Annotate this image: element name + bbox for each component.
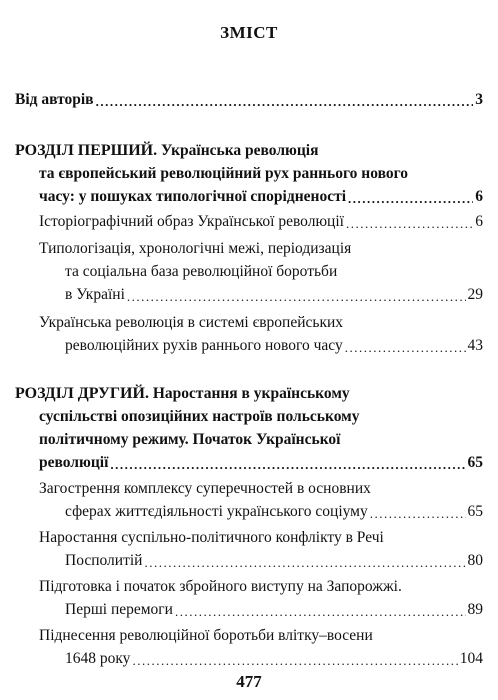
toc-entry-title: Типологізація, хронологічні межі, періодизація [39, 240, 352, 257]
part-label: РОЗДІЛ ПЕРШИЙ. [15, 142, 158, 159]
toc-entry-p2s2[interactable] [65, 551, 483, 571]
part-title-line: політичному режиму. Початок Української [39, 431, 341, 448]
toc-entry-page: 6 [475, 188, 483, 205]
toc-entry-title: Перші перемоги [65, 601, 173, 618]
toc-entry-p2s1[interactable] [65, 502, 483, 522]
toc-entry-page: 6 [475, 213, 483, 230]
toc-entry-p1s3[interactable] [65, 336, 483, 356]
toc-entry-title: Посполитій [65, 552, 143, 569]
toc-entry-title: революційних рухів раннього нового часу [65, 337, 343, 354]
page-title: ЗМІСТ [220, 23, 278, 42]
toc-entry-p2s4[interactable] [65, 649, 483, 669]
dot-leader [132, 653, 457, 669]
dot-leader [110, 457, 465, 473]
part-title-line: Українська революція [160, 142, 319, 159]
toc-entry-title: Підготовка і початок збройного виступу на Запорожжі. [39, 578, 402, 595]
toc-entry-title: Наростання суспільно-політичного конфлікту в Речі [39, 529, 384, 546]
toc-entry-page: 104 [459, 650, 483, 667]
toc-entry-part-2[interactable] [39, 453, 483, 473]
part-title-line: часу: у пошуках типологічної спорідненості [39, 188, 346, 205]
dot-leader [370, 506, 466, 522]
dot-leader [348, 191, 473, 207]
toc-entry-title: та соціальна база революційної боротьби [65, 263, 338, 280]
toc-entry-p1s2[interactable] [65, 285, 483, 305]
toc-part-2-heading[interactable] [15, 384, 350, 404]
toc-entry-title: Українська революція в системі європейських [39, 314, 344, 331]
part-title-line: Наростання в українському [152, 385, 350, 402]
toc-entry-title: Піднесення революційної боротьби влітку–восени [39, 627, 373, 644]
toc-entry-page: 43 [467, 337, 483, 354]
toc-entry-page: 89 [467, 601, 483, 618]
toc-entry-p2s3[interactable] [65, 600, 483, 620]
toc-entry-authors[interactable] [15, 90, 483, 110]
dot-leader [346, 216, 473, 232]
part-title-line: та європейський революційний рух раннього нового [39, 165, 408, 182]
toc-entry-title: в Україні [65, 286, 125, 303]
toc-part-1-heading[interactable] [15, 141, 319, 161]
toc-entry-title: сферах життєдіяльності українського соціуму [65, 503, 368, 520]
part-title-line: революції [39, 454, 109, 471]
toc-entry-title: Від авторів [15, 91, 94, 108]
part-label: РОЗДІЛ ДРУГИЙ. [15, 385, 149, 402]
page-number: 477 [236, 672, 262, 691]
toc-entry-page: 80 [467, 552, 483, 569]
dot-leader [144, 555, 465, 571]
toc-entry-page: 29 [467, 286, 483, 303]
toc-entry-title: Загострення комплексу суперечностей в основних [39, 480, 371, 497]
toc-entry-page: 3 [475, 91, 483, 108]
part-title-line: суспільстві опозиційних настроїв польському [39, 408, 360, 425]
dot-leader [127, 289, 466, 305]
toc-entry-p1s1[interactable] [39, 212, 483, 232]
toc-entry-page: 65 [467, 503, 483, 520]
toc-entry-part-1[interactable] [39, 187, 483, 207]
dot-leader [345, 340, 466, 356]
toc-entry-title: 1648 року [65, 650, 131, 667]
toc-entry-title: Історіографічний образ Української революції [39, 213, 344, 230]
toc-entry-page: 65 [467, 454, 483, 471]
dot-leader [175, 604, 466, 620]
dot-leader [96, 94, 474, 110]
